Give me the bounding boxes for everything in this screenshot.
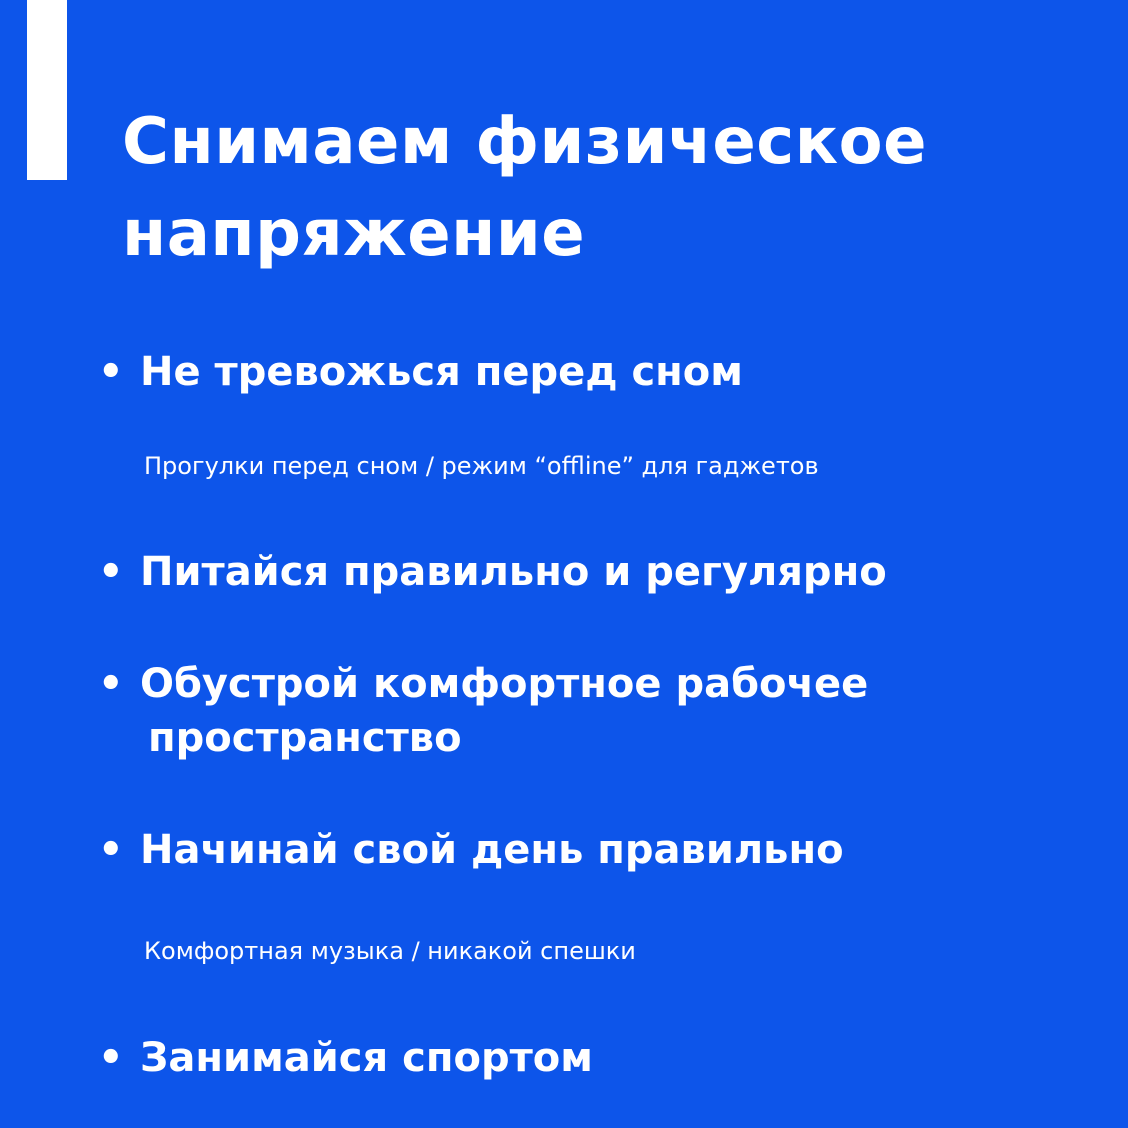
title-line-2: напряжение [122,197,586,271]
list-item-3 [140,657,1080,765]
title-line-1: Снимаем физическое [122,105,927,179]
bullet-icon: • [98,349,124,395]
bullet-icon: • [98,1035,124,1081]
list-item-4: Начинай свой день правильно [140,827,844,873]
list-item-1-note: Прогулки перед сном / режим “offline” для гаджетов [144,452,819,480]
accent-bar [27,0,67,180]
list-item-2: Питайся правильно и регулярно [140,549,887,595]
bullet-icon: • [98,661,124,707]
bullet-icon: • [98,827,124,873]
list-item-3-line-2: пространство [148,715,462,761]
list-item-4-note: Комфортная музыка / никакой спешки [144,937,636,965]
bullet-icon: • [98,549,124,595]
page-title [122,96,1082,280]
list-item-3-line-1: Обустрой комфортное рабочее [140,661,869,707]
list-item-1: Не тревожься перед сном [140,349,743,395]
list-item-5: Занимайся спортом [140,1035,593,1081]
